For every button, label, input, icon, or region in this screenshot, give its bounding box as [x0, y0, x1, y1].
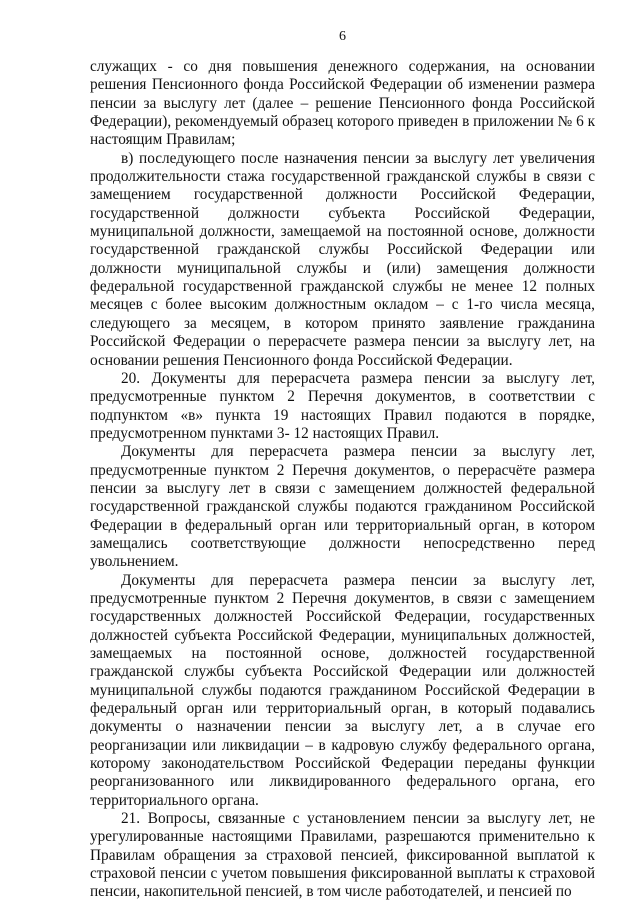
paragraph-subitem-v: в) последующего после назначения пенсии за выслугу лет увеличения продолжительности стажа государственной гражданской службы в связи с замещением государственной должности Российской Федерации, государственной должности субъекта Российской Федерации, муниципальной должности, замещаемой на постоянной основе, должности государственной гражданской службы Российской Федерации или должности муниципальной службы и (или) замещения должности федеральной государственной гражданской службы не менее 12 полных месяцев с более высоким должностным окладом – с 1-го числа месяца, следующего за месяцем, в котором принято заявление гражданина Российской Федерации о перерасчете размера пенсии за выслугу лет, на основании решения Пенсионного фонда Российской Федерации. [90, 149, 595, 369]
page-number: 6 [339, 29, 346, 44]
paragraph-item-20: 20. Документы для перерасчета размера пенсии за выслугу лет, предусмотренные пунктом 2 Перечня документов, в соответствии с подпунктом «в» пункта 19 настоящих Правил подаются в порядке, предусмотренном пунктами 3- 12 настоящих Правил. [90, 369, 595, 442]
paragraph-documents-regional: Документы для перерасчета размера пенсии за выслугу лет, предусмотренные пунктом 2 Перечня документов, в связи с замещением государственных должностей Российской Федерации, государственных должностей субъекта Российской Федерации, муниципальных должностей, замещаемых на постоянной основе, должностей государственной гражданской службы субъекта Российской Федерации или должностей муниципальной службы подаются гражданином Российской Федерации в федеральный орган или территориальный орган, в который подавались документы о назначении пенсии за выслугу лет, а в случае его реорганизации или ликвидации – в кадровую службу федерального органа, которому законодательством Российской Федерации переданы функции реорганизованного или ликвидированного федерального органа, его территориального органа. [90, 571, 595, 809]
paragraph-continuation: служащих - со дня повышения денежного содержания, на основании решения Пенсионного фонда Российской Федерации об изменении размера пенсии за выслугу лет (далее – решение Пенсионного фонда Российской Федерации), рекомендуемый образец которого приведен в приложении № 6 к настоящим Правилам; [90, 58, 595, 149]
paragraph-documents-federal: Документы для перерасчета размера пенсии за выслугу лет, предусмотренные пунктом 2 Перечня документов, о перерасчёте размера пенсии за выслугу лет в связи с замещением должностей федеральной государственной гражданской службы подаются гражданином Российской Федерации в федеральный орган или территориальный орган, в котором замещались соответствующие должности непосредственно перед увольнением. [90, 443, 595, 571]
paragraph-item-21: 21. Вопросы, связанные с установлением пенсии за выслугу лет, не урегулированные настоящими Правилами, разрешаются применительно к Правилам обращения за страховой пенсией, фиксированной выплатой к страховой пенсии с учетом повышения фиксированной выплаты к страховой пенсии, накопительной пенсией, в том числе работодателей, и пенсией по [90, 810, 595, 901]
